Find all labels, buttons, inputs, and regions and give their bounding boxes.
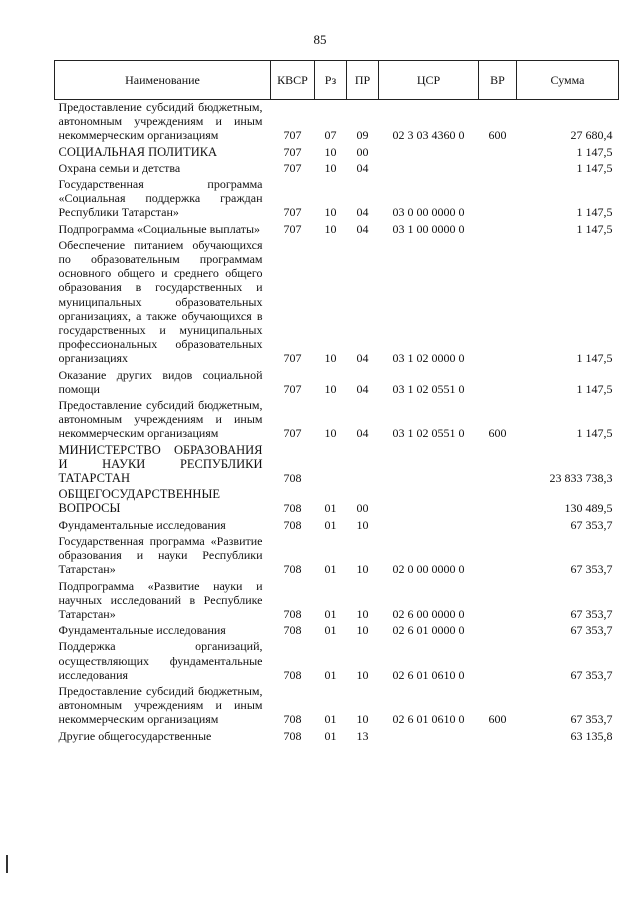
cell-csr: [379, 518, 479, 534]
cell-kvsr: 707: [283, 128, 302, 143]
cell-kvsr: 708: [283, 728, 302, 743]
cell-csr: [379, 487, 479, 517]
cell-pr: 10: [356, 606, 369, 621]
cell-sum: 67 353,7: [570, 517, 613, 532]
cell-name: СОЦИАЛЬНАЯ ПОЛИТИКА: [58, 144, 218, 159]
header-vr: ВР: [479, 61, 517, 100]
cell-kvsr: 708: [283, 562, 302, 577]
cell-csr: 02 6 01 0610 0: [392, 667, 465, 682]
cell-kvsr: 708: [283, 667, 302, 682]
cell-vr: 600: [488, 712, 507, 727]
cell-csr: 03 0 00 0000 0: [392, 205, 465, 220]
cell-kvsr: 708: [283, 606, 302, 621]
table-row: [55, 238, 619, 368]
header-sum: Сумма: [517, 61, 619, 100]
cell-sum: 67 353,7: [570, 562, 613, 577]
table-row: [55, 534, 619, 579]
cell-sum: 1 147,5: [576, 426, 613, 441]
cell-rz: [315, 443, 347, 488]
cell-rz: 01: [324, 712, 337, 727]
cell-vr: [479, 368, 517, 398]
header-pr: ПР: [347, 61, 379, 100]
cell-kvsr: 707: [283, 221, 302, 236]
cell-pr: 10: [356, 562, 369, 577]
cell-sum: 27 680,4: [570, 128, 613, 143]
cell-pr: 04: [356, 426, 369, 441]
table-body: [55, 100, 619, 745]
table-row: [55, 487, 619, 517]
cell-sum: 67 353,7: [570, 712, 613, 727]
page-number: 85: [313, 32, 327, 47]
cell-pr: 00: [356, 144, 369, 159]
cell-pr: 04: [356, 221, 369, 236]
cell-kvsr: 707: [283, 426, 302, 441]
cell-name: Поддержка организаций, осуществляющих фундаментальные исследования: [58, 639, 263, 682]
cell-kvsr: 708: [283, 517, 302, 532]
cell-name: Оказание других видов социальной помощи: [58, 367, 263, 396]
cell-rz: 10: [324, 426, 337, 441]
cell-vr: [479, 639, 517, 684]
cell-vr: [479, 161, 517, 177]
table-row: [55, 145, 619, 161]
cell-name: Государственная программа «Социальная поддержка граждан Республики Татарстан»: [58, 177, 263, 220]
table-row: [55, 100, 619, 145]
cell-csr: 03 1 02 0551 0: [392, 381, 465, 396]
cell-rz: 10: [324, 160, 337, 175]
cell-pr: 04: [356, 381, 369, 396]
table-row: [55, 729, 619, 745]
cell-kvsr: 708: [283, 471, 302, 486]
table-row: [55, 579, 619, 624]
cell-vr: [479, 443, 517, 488]
cell-rz: 10: [324, 144, 337, 159]
cell-kvsr: 708: [283, 623, 302, 638]
cell-name: ОБЩЕГОСУДАРСТВЕННЫЕ ВОПРОСЫ: [58, 487, 220, 516]
cell-csr: 02 3 03 4360 0: [392, 128, 465, 143]
cell-kvsr: 707: [283, 205, 302, 220]
cell-vr: [479, 222, 517, 238]
cell-rz: 01: [324, 728, 337, 743]
cell-csr: 02 0 00 0000 0: [392, 562, 465, 577]
cell-name: Обеспечение питанием обучающихся по образовательным программам основного общего и среднего общего образования в государственных и муниципальных образовательных организациях, а также обучающихся в государственных и муниципальных профессиональных образовательных организациях: [58, 237, 263, 366]
table-row: [55, 518, 619, 534]
scan-edge-mark: [6, 855, 8, 873]
cell-rz: 10: [324, 381, 337, 396]
table-header-row: [55, 61, 619, 100]
cell-pr: 10: [356, 517, 369, 532]
cell-vr: [479, 145, 517, 161]
cell-name: Предоставление субсидий бюджетным, автономным учреждениям и иным некоммерческим организациям: [58, 100, 263, 143]
cell-sum: 1 147,5: [576, 351, 613, 366]
cell-kvsr: 708: [283, 712, 302, 727]
cell-name: Предоставление субсидий бюджетным, автономным учреждениям и иным некоммерческим организациям: [58, 683, 263, 727]
cell-name: Государственная программа «Развитие образования и науки Республики Татарстан»: [58, 533, 263, 577]
cell-name: Предоставление субсидий бюджетным, автономным учреждениям и иным некоммерческим организациям: [58, 398, 263, 441]
cell-csr: 03 1 02 0000 0: [392, 351, 465, 366]
table-row: [55, 177, 619, 222]
cell-rz: 10: [324, 221, 337, 236]
header-name: Наименование: [55, 61, 271, 100]
cell-name: Фундаментальные исследования: [58, 517, 226, 532]
cell-csr: 03 1 02 0551 0: [392, 426, 465, 441]
cell-name: Охрана семьи и детства: [58, 160, 181, 175]
cell-rz: 01: [324, 501, 337, 516]
cell-csr: [379, 145, 479, 161]
table-row: [55, 368, 619, 398]
table-row: [55, 443, 619, 488]
cell-name: Подпрограмма «Развитие науки и научных исследований в Республике Татарстан»: [58, 578, 263, 621]
cell-vr: [479, 177, 517, 222]
cell-pr: [347, 443, 379, 488]
cell-csr: 02 6 01 0610 0: [392, 712, 465, 727]
cell-sum: 67 353,7: [570, 667, 613, 682]
cell-pr: 09: [356, 128, 369, 143]
cell-csr: 02 6 01 0000 0: [392, 623, 465, 638]
cell-pr: 10: [356, 623, 369, 638]
cell-vr: [479, 487, 517, 517]
cell-csr: 03 1 00 0000 0: [392, 221, 465, 236]
cell-kvsr: 707: [283, 381, 302, 396]
cell-csr: [379, 161, 479, 177]
cell-vr: 600: [488, 128, 507, 143]
cell-kvsr: 707: [283, 160, 302, 175]
cell-sum: 1 147,5: [576, 381, 613, 396]
table-row: [55, 623, 619, 639]
cell-name: МИНИСТЕРСТВО ОБРАЗОВАНИЯ И НАУКИ РЕСПУБЛИКИ ТАТАРСТАН: [58, 442, 263, 486]
cell-kvsr: 708: [283, 501, 302, 516]
cell-csr: [379, 443, 479, 488]
table-row: [55, 684, 619, 729]
cell-name: Другие общегосударственные: [58, 728, 212, 743]
cell-vr: 600: [488, 426, 507, 441]
cell-rz: 01: [324, 667, 337, 682]
header-rz: Рз: [315, 61, 347, 100]
cell-pr: 04: [356, 160, 369, 175]
cell-vr: [479, 238, 517, 368]
cell-rz: 10: [324, 205, 337, 220]
cell-sum: 1 147,5: [576, 205, 613, 220]
cell-pr: 10: [356, 712, 369, 727]
cell-sum: 67 353,7: [570, 623, 613, 638]
cell-rz: 01: [324, 623, 337, 638]
cell-csr: [379, 729, 479, 745]
cell-vr: [479, 579, 517, 624]
cell-rz: 07: [324, 128, 337, 143]
table-row: [55, 398, 619, 443]
cell-pr: 10: [356, 667, 369, 682]
cell-name: Подпрограмма «Социальные выплаты»: [58, 221, 261, 236]
table-row: [55, 222, 619, 238]
cell-sum: 1 147,5: [576, 221, 613, 236]
cell-sum: 1 147,5: [576, 144, 613, 159]
cell-vr: [479, 518, 517, 534]
cell-vr: [479, 729, 517, 745]
header-csr: ЦСР: [379, 61, 479, 100]
cell-pr: 00: [356, 501, 369, 516]
budget-table: [54, 60, 619, 745]
table-row: [55, 161, 619, 177]
cell-sum: 1 147,5: [576, 160, 613, 175]
cell-sum: 130 489,5: [564, 501, 613, 516]
cell-sum: 63 135,8: [570, 728, 613, 743]
cell-pr: 13: [356, 728, 369, 743]
cell-pr: 04: [356, 205, 369, 220]
cell-kvsr: 707: [283, 351, 302, 366]
header-kvsr: КВСР: [271, 61, 315, 100]
cell-sum: 23 833 738,3: [549, 471, 613, 486]
cell-vr: [479, 623, 517, 639]
cell-kvsr: 707: [283, 144, 302, 159]
cell-vr: [479, 534, 517, 579]
cell-sum: 67 353,7: [570, 606, 613, 621]
cell-pr: 04: [356, 351, 369, 366]
cell-rz: 01: [324, 606, 337, 621]
cell-rz: 10: [324, 351, 337, 366]
table-row: [55, 639, 619, 684]
cell-rz: 01: [324, 517, 337, 532]
cell-csr: 02 6 00 0000 0: [392, 606, 465, 621]
cell-name: Фундаментальные исследования: [58, 623, 226, 638]
cell-rz: 01: [324, 562, 337, 577]
